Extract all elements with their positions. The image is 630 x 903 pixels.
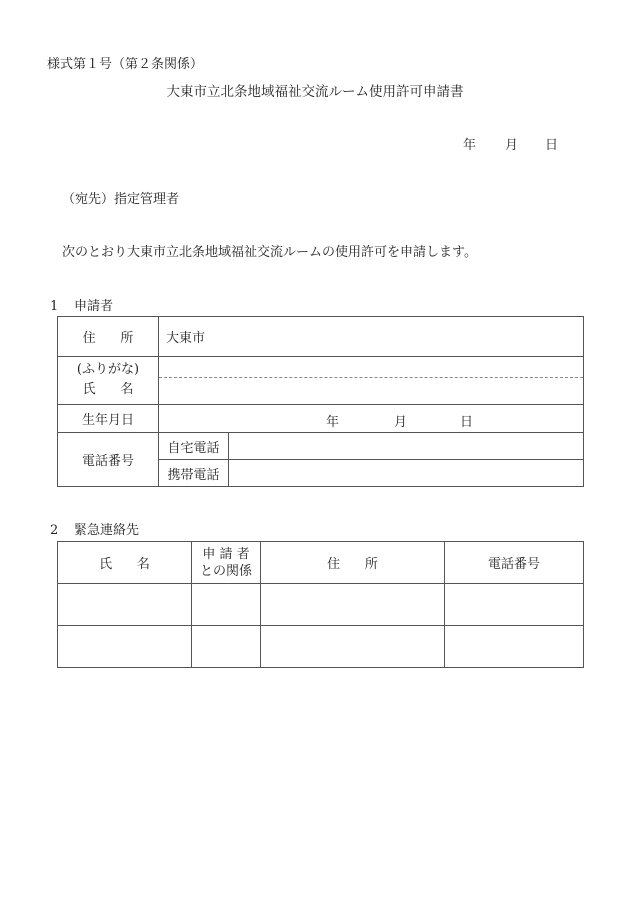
address-field[interactable] <box>159 317 584 357</box>
col-name-header <box>58 542 192 584</box>
address-value: 大東市 <box>166 331 206 346</box>
furigana-label: (ふりがな) <box>76 362 140 377</box>
emergency-name-cell[interactable] <box>58 584 192 626</box>
col-relation-line1: 申 請 者 <box>202 546 250 562</box>
date-month-label: 月 <box>505 138 519 153</box>
table-row <box>58 626 584 668</box>
phone-label: 電話番号 <box>58 433 159 487</box>
section-applicant-heading <box>50 295 113 314</box>
birthdate-row <box>58 405 584 433</box>
section-title: 緊急連絡先 <box>74 523 140 538</box>
emergency-name-cell[interactable] <box>58 626 192 668</box>
table-header-row <box>58 542 584 584</box>
name-label-cell <box>58 357 159 405</box>
birthdate-field[interactable] <box>159 405 584 433</box>
birth-day-label: 日 <box>460 414 474 430</box>
col-address-label: 住所 <box>327 557 403 572</box>
document-title: 大東市立北条地域福祉交流ルーム使用許可申請書 <box>166 84 464 100</box>
mobile-phone-label: 携帯電話 <box>159 460 229 487</box>
section-number: 1 <box>50 299 59 314</box>
emergency-relation-cell[interactable] <box>192 626 261 668</box>
home-phone-label: 自宅電話 <box>159 433 229 460</box>
name-row <box>58 357 584 405</box>
section-emergency-heading <box>50 519 139 538</box>
home-phone-field[interactable] <box>229 433 584 460</box>
home-phone-row <box>58 433 584 460</box>
emergency-address-cell[interactable] <box>261 626 445 668</box>
name-input-area[interactable] <box>159 378 583 404</box>
name-field[interactable] <box>159 357 584 405</box>
emergency-phone-cell[interactable] <box>445 626 584 668</box>
col-relation-line2: との関係 <box>199 563 252 579</box>
section-number: 2 <box>50 523 59 538</box>
addressee: （宛先）指定管理者 <box>62 192 180 207</box>
emergency-relation-cell[interactable] <box>192 584 261 626</box>
col-relation-header <box>192 542 261 584</box>
emergency-contact-table <box>57 541 584 668</box>
body-text: 次のとおり大東市立北条地域福祉交流ルームの使用許可を申請します。 <box>62 245 477 260</box>
col-address-header <box>261 542 445 584</box>
form-number: 様式第１号（第２条関係） <box>47 57 204 72</box>
name-label: 氏名 <box>82 382 159 397</box>
address-label: 住所 <box>82 331 159 346</box>
furigana-input-area[interactable] <box>159 357 583 378</box>
section-title: 申請者 <box>74 299 114 314</box>
table-row <box>58 584 584 626</box>
emergency-phone-cell[interactable] <box>445 584 584 626</box>
birth-month-label: 月 <box>394 414 408 430</box>
date-year-label: 年 <box>463 138 477 153</box>
date-day-label: 日 <box>545 138 559 153</box>
address-label-cell <box>58 317 159 357</box>
emergency-address-cell[interactable] <box>261 584 445 626</box>
address-row <box>58 317 584 357</box>
birth-year-label: 年 <box>326 414 340 430</box>
birthdate-label: 生年月日 <box>58 405 159 433</box>
col-name-label: 氏名 <box>99 557 175 572</box>
col-phone-header: 電話番号 <box>445 542 584 584</box>
applicant-table <box>57 316 584 487</box>
mobile-phone-field[interactable] <box>229 460 584 487</box>
